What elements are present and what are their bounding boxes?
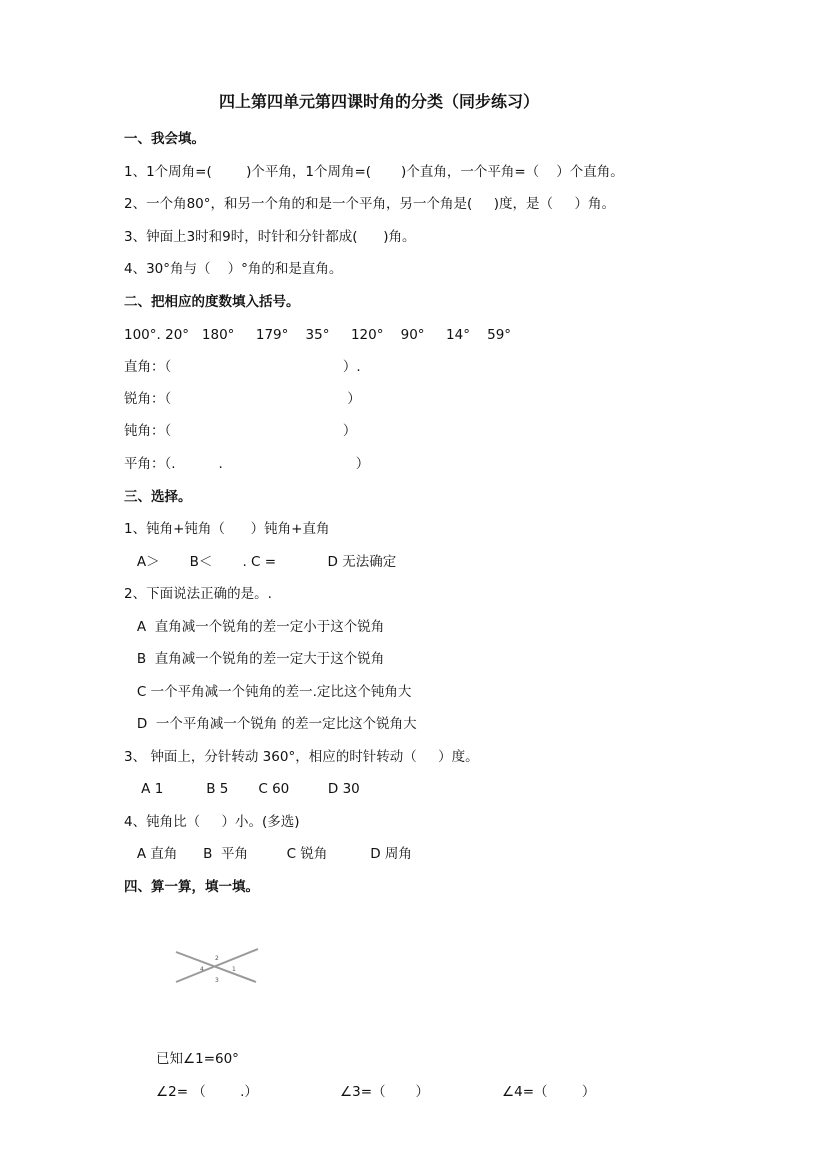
section3-question-4-options: A 直角 B 平角 C 锐角 D 周角 — [124, 846, 412, 862]
angle-4-answer: ∠4=（ ） — [502, 1084, 596, 1100]
section3-question-1-options: A＞ B＜ . C = D 无法确定 — [124, 554, 397, 570]
section3-question-3: 3、 钟面上，分针转动 360°，相应的时针转动（ ）度。 — [124, 749, 479, 765]
section1-question-4: 4、30°角与（ ）°角的和是直角。 — [124, 261, 343, 277]
angle-label-1: 1 — [232, 966, 236, 973]
given-angle: 已知∠1=60° — [156, 1051, 239, 1067]
section4-heading: 四、算一算，填一填。 — [124, 879, 259, 895]
section3-question-3-options: A 1 B 5 C 60 D 30 — [124, 781, 360, 797]
angle-label-4: 4 — [200, 966, 204, 973]
section1-question-2: 2、一个角80°，和另一个角的和是一个平角，另一个角是( )度，是（ ）角。 — [124, 196, 615, 212]
angle-label-3: 3 — [215, 977, 219, 984]
section1-question-3: 3、钟面上3时和9时，时针和分针都成( )角。 — [124, 229, 416, 245]
acute-angle-answer: 锐角：（ ） — [124, 391, 361, 407]
angle-label-2: 2 — [215, 955, 219, 962]
worksheet-title: 四上第四单元第四课时角的分类（同步练习） — [219, 92, 540, 111]
obtuse-angle-answer: 钝角：（ ） — [124, 423, 357, 439]
section3-question-1: 1、钝角+钝角（ ）钝角+直角 — [124, 521, 330, 537]
section3-question-4: 4、钝角比（ ）小。(多选) — [124, 814, 300, 830]
degree-list: 100°. 20° 180° 179° 35° 120° 90° 14° 59° — [124, 327, 512, 343]
section3-question-2-option-b: B 直角减一个锐角的差一定大于这个锐角 — [124, 651, 385, 667]
angle-3-answer: ∠3=（ ） — [340, 1084, 430, 1100]
section1-question-1: 1、1个周角=( )个平角，1个周角=( )个直角，一个平角=（ ）个直角。 — [124, 164, 624, 180]
section3-question-2-option-d: D 一个平角减一个锐角 的差一定比这个锐角大 — [124, 716, 417, 732]
section3-question-2-option-c: C 一个平角减一个钝角的差一.定比这个钝角大 — [124, 684, 412, 700]
intersecting-lines-figure — [172, 944, 262, 992]
angle-2-answer: ∠2= （ .） — [156, 1084, 258, 1100]
section3-question-2: 2、下面说法正确的是。. — [124, 586, 272, 602]
right-angle-answer: 直角：（ ）. — [124, 359, 361, 375]
section1-heading: 一、我会填。 — [124, 131, 205, 147]
section3-heading: 三、选择。 — [124, 489, 192, 505]
section2-heading: 二、把相应的度数填入括号。 — [124, 294, 300, 310]
section3-question-2-option-a: A 直角减一个锐角的差一定小于这个锐角 — [124, 619, 385, 635]
straight-angle-answer: 平角：（. . ） — [124, 456, 370, 472]
